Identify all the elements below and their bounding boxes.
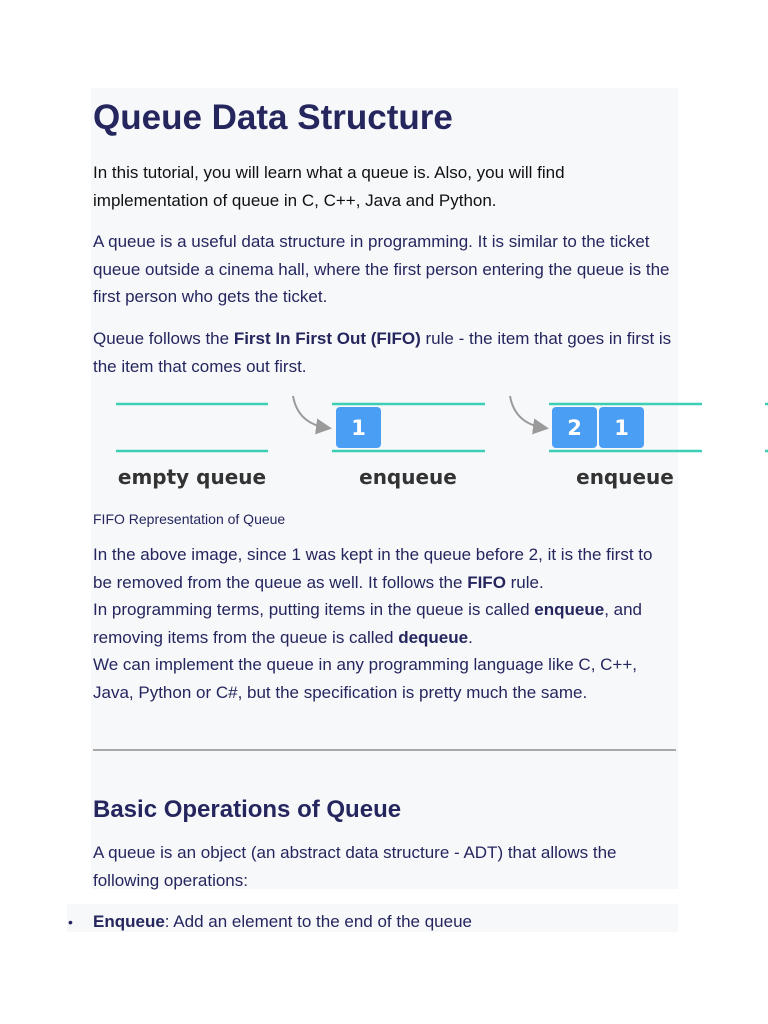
- fifo-rule-bold: First In First Out (FIFO): [233, 329, 421, 348]
- fifo-rule-text-pre: Queue follows the: [93, 329, 234, 348]
- queue-item-label: 1: [351, 416, 366, 440]
- explanation-line2-pre: In programming terms, putting items in the queue is called: [93, 600, 535, 619]
- explanation-line3: We can implement the queue in any programming language like C, C++, Java, Python or C#, but the specification is pretty much the same.: [93, 655, 637, 702]
- explanation-line1-post: rule.: [505, 572, 544, 592]
- diagram-label-enqueue: enqueue: [359, 465, 457, 489]
- explanation-line2-mid: , and removing items from the queue is called: [93, 600, 642, 647]
- page-title: Queue Data Structure: [93, 98, 453, 137]
- list-item: [93, 908, 673, 936]
- explanation-line1-pre: In the above image, since 1 was kept in the queue before 2, it is the first to be removed from the queue as well. It follows the: [93, 545, 653, 592]
- fifo-explanation-paragraph: [93, 541, 673, 706]
- list-item-term: Enqueue: [93, 912, 165, 931]
- section-heading: Basic Operations of Queue: [93, 796, 402, 823]
- diagram-label-enqueue: enqueue: [576, 465, 674, 489]
- figure-caption: FIFO Representation of Queue: [93, 511, 286, 527]
- explanation-line2-post: .: [468, 627, 473, 647]
- fifo-rule-text-post: rule - the item that goes in first is the item that comes out first.: [93, 329, 672, 376]
- operations-intro-paragraph: A queue is an object (an abstract data structure - ADT) that allows the following operations:: [93, 843, 617, 890]
- arrow-icon: [510, 396, 545, 428]
- enqueue-bold: enqueue: [534, 600, 605, 619]
- list-item-text: : Add an element to the end of the queue: [164, 912, 472, 931]
- dequeue-bold: dequeue: [398, 627, 469, 647]
- intro-paragraph: In this tutorial, you will learn what a queue is. Also, you will find implementation of queue in C, C++, Java and Python.: [93, 163, 565, 210]
- fifo-bold: FIFO: [467, 572, 506, 592]
- queue-item-label: 2: [567, 416, 582, 440]
- arrow-icon: [293, 396, 328, 428]
- fifo-diagram: [0, 0, 768, 500]
- queue-description-paragraph: A queue is a useful data structure in programming. It is similar to the ticket queue outside a cinema hall, where the first person entering the queue is the first person who gets the ticket.: [93, 232, 670, 306]
- queue-item-label: 1: [614, 416, 629, 440]
- bullet-icon: •: [68, 914, 73, 930]
- section-divider: [93, 749, 676, 751]
- diagram-label-empty-queue: empty queue: [117, 465, 267, 489]
